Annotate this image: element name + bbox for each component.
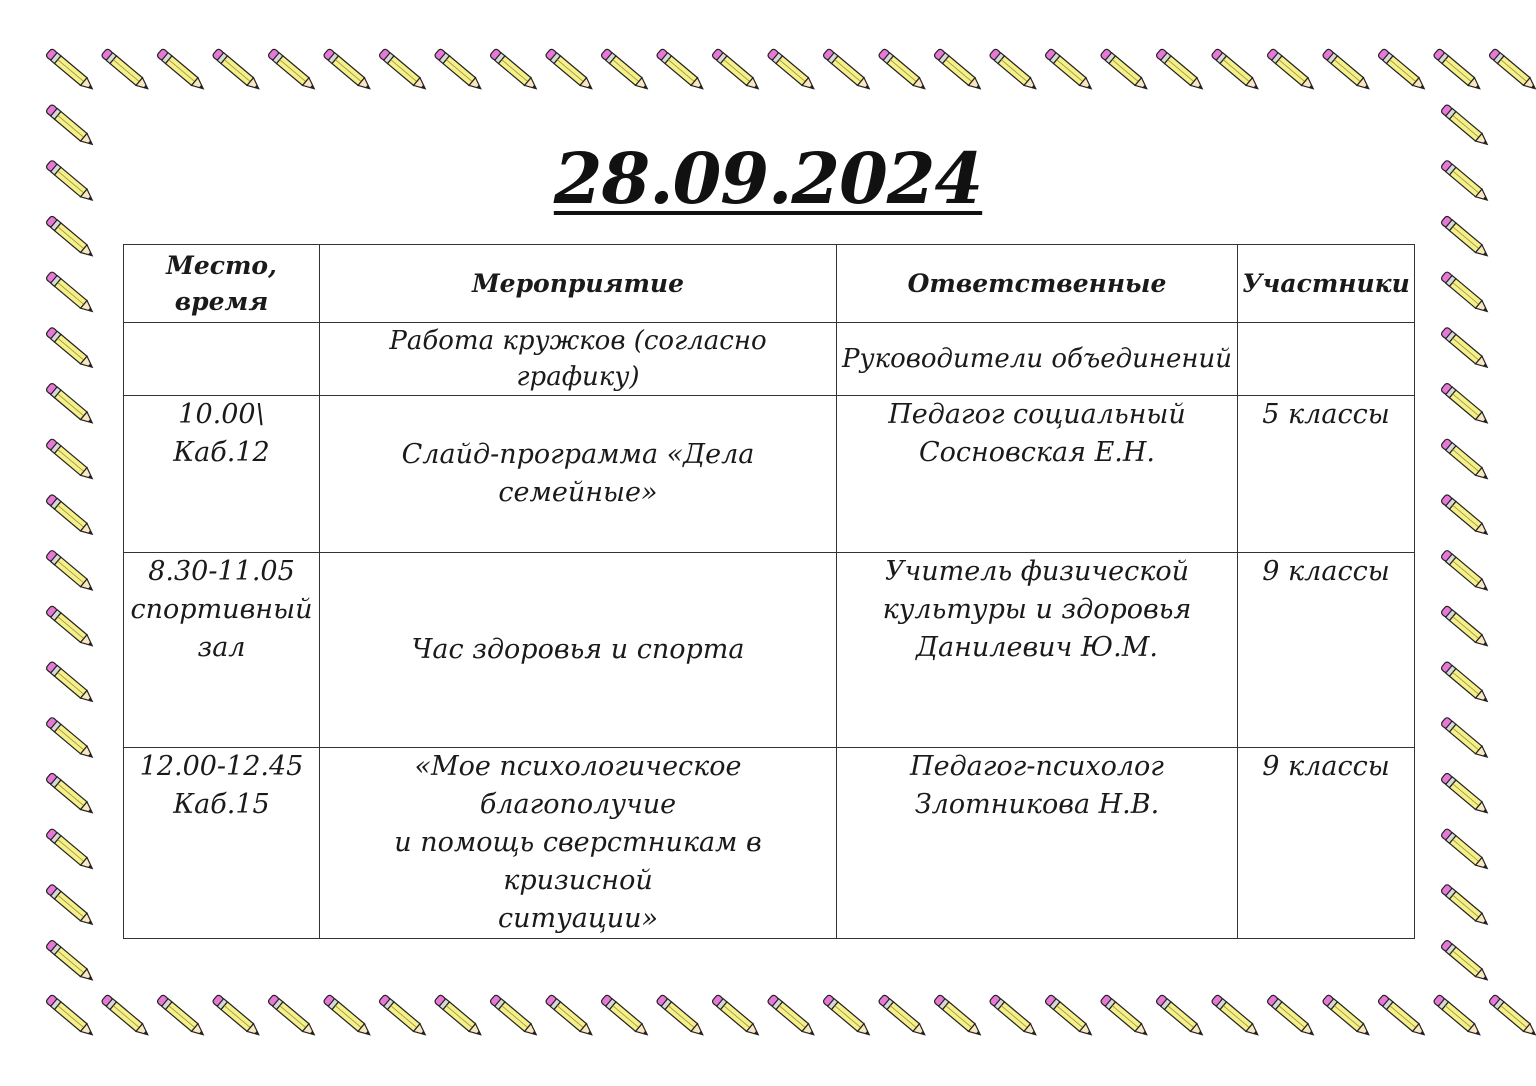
pencil-icon xyxy=(1440,884,1491,929)
pencil-icon xyxy=(1211,48,1262,93)
pencil-icon xyxy=(989,48,1040,93)
pencil-icon xyxy=(323,994,374,1039)
cell-participants xyxy=(1238,323,1415,396)
pencil-icon xyxy=(45,271,96,316)
pencil-icon xyxy=(45,549,96,594)
cell-responsible: Учитель физической культуры и здоровья Данилевич Ю.М. xyxy=(837,553,1238,748)
cell-participants: 9 классы xyxy=(1238,748,1415,939)
pencil-icon xyxy=(1266,48,1317,93)
pencil-icon xyxy=(545,48,596,93)
pencil-icon xyxy=(1044,48,1095,93)
pencil-icon xyxy=(1440,939,1491,984)
pencil-icon xyxy=(1100,48,1151,93)
pencil-icon xyxy=(1155,48,1206,93)
pencil-icon xyxy=(434,994,485,1039)
table-row xyxy=(124,323,1415,396)
pencil-icon xyxy=(1440,661,1491,706)
pencil-icon xyxy=(1440,549,1491,594)
pencil-icon xyxy=(45,884,96,929)
table-row xyxy=(124,748,1415,939)
pencil-icon xyxy=(489,48,540,93)
pencil-icon xyxy=(156,48,207,93)
pencil-icon xyxy=(656,48,707,93)
table-row xyxy=(124,396,1415,553)
pencil-icon xyxy=(45,661,96,706)
pencil-icon xyxy=(1440,271,1491,316)
cell-participants: 9 классы xyxy=(1238,553,1415,748)
pencil-icon xyxy=(600,994,651,1039)
pencil-icon xyxy=(1440,438,1491,483)
pencil-icon xyxy=(656,994,707,1039)
pencil-icon xyxy=(767,994,818,1039)
pencil-icon xyxy=(45,939,96,984)
pencil-icon xyxy=(1322,48,1373,93)
pencil-icon xyxy=(489,994,540,1039)
pencil-icon xyxy=(1155,994,1206,1039)
pencil-icon xyxy=(323,48,374,93)
pencil-icon xyxy=(878,994,929,1039)
pencil-icon xyxy=(156,994,207,1039)
table-row xyxy=(124,553,1415,748)
pencil-icon xyxy=(45,48,96,93)
pencil-icon xyxy=(101,994,152,1039)
pencil-icon xyxy=(267,994,318,1039)
pencil-icon xyxy=(45,605,96,650)
pencil-icon xyxy=(1266,994,1317,1039)
pencil-icon xyxy=(1488,48,1536,93)
pencil-icon xyxy=(1440,772,1491,817)
cell-event: Работа кружков (согласно графику) xyxy=(320,323,837,396)
pencil-icon xyxy=(600,48,651,93)
pencil-icon xyxy=(1322,994,1373,1039)
pencil-icon xyxy=(267,48,318,93)
pencil-icon xyxy=(822,994,873,1039)
pencil-icon xyxy=(1044,994,1095,1039)
pencil-icon xyxy=(822,48,873,93)
pencil-icon xyxy=(1440,327,1491,372)
cell-participants: 5 классы xyxy=(1238,396,1415,553)
pencil-icon xyxy=(45,494,96,539)
header-responsible: Ответственные xyxy=(837,245,1238,323)
pencil-icon xyxy=(1440,605,1491,650)
pencil-icon xyxy=(434,48,485,93)
pencil-icon xyxy=(378,48,429,93)
pencil-icon xyxy=(1440,717,1491,762)
header-place-time: Место, время xyxy=(124,245,320,323)
cell-responsible: Руководители объединений xyxy=(837,323,1238,396)
pencil-icon xyxy=(45,438,96,483)
cell-event: Час здоровья и спорта xyxy=(320,553,837,748)
cell-place: 12.00-12.45 Каб.15 xyxy=(124,748,320,939)
pencil-icon xyxy=(45,772,96,817)
header-participants: Участники xyxy=(1238,245,1415,323)
cell-responsible: Педагог социальный Сосновская Е.Н. xyxy=(837,396,1238,553)
cell-event: «Мое психологическое благополучие и помощь сверстникам в кризисной ситуации» xyxy=(320,748,837,939)
cell-responsible: Педагог-психолог Злотникова Н.В. xyxy=(837,748,1238,939)
pencil-icon xyxy=(1433,994,1484,1039)
page-title: 28.09.2024 xyxy=(553,137,983,220)
pencil-icon xyxy=(933,994,984,1039)
pencil-icon xyxy=(1433,48,1484,93)
cell-place: 10.00\ Каб.12 xyxy=(124,396,320,553)
pencil-icon xyxy=(1440,494,1491,539)
pencil-icon xyxy=(45,994,96,1039)
pencil-icon xyxy=(45,717,96,762)
cell-place: 8.30-11.05 спортивный зал xyxy=(124,553,320,748)
pencil-icon xyxy=(212,994,263,1039)
pencil-icon xyxy=(378,994,429,1039)
pencil-icon xyxy=(989,994,1040,1039)
header-event: Мероприятие xyxy=(320,245,837,323)
pencil-icon xyxy=(1100,994,1151,1039)
pencil-icon xyxy=(1488,994,1536,1039)
pencil-icon xyxy=(101,48,152,93)
pencil-icon xyxy=(1211,994,1262,1039)
pencil-icon xyxy=(45,828,96,873)
pencil-icon xyxy=(45,327,96,372)
pencil-icon xyxy=(711,48,762,93)
pencil-icon xyxy=(767,48,818,93)
pencil-icon xyxy=(1440,828,1491,873)
pencil-icon xyxy=(212,48,263,93)
schedule-table xyxy=(123,244,1415,939)
pencil-icon xyxy=(1440,382,1491,427)
table-header-row xyxy=(124,245,1415,323)
pencil-icon xyxy=(1377,48,1428,93)
pencil-icon xyxy=(933,48,984,93)
pencil-icon xyxy=(1377,994,1428,1039)
cell-place xyxy=(124,323,320,396)
pencil-icon xyxy=(878,48,929,93)
pencil-icon xyxy=(545,994,596,1039)
pencil-icon xyxy=(711,994,762,1039)
cell-event: Слайд-программа «Дела семейные» xyxy=(320,396,837,553)
pencil-icon xyxy=(45,382,96,427)
